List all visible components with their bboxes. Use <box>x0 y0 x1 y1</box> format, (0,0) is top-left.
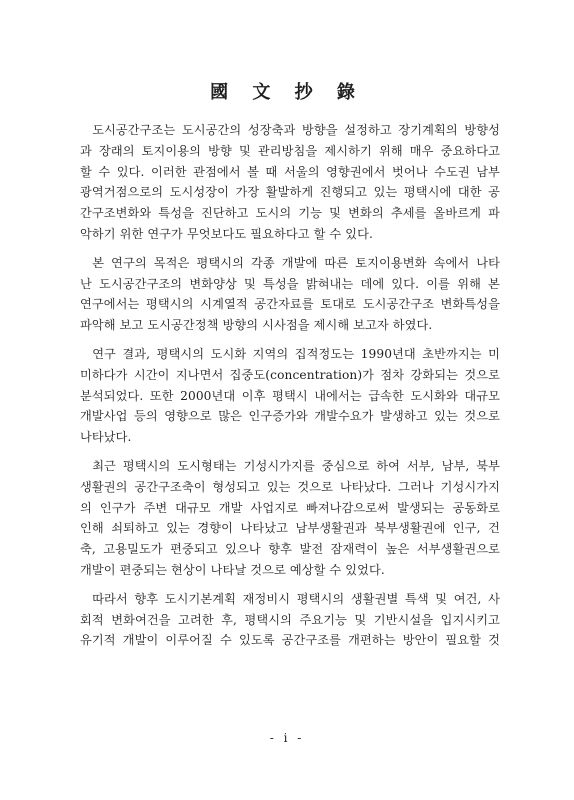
page-title: 國 文 抄 錄 <box>210 82 364 103</box>
abstract-body <box>80 120 500 651</box>
text-line: 악하기 위한 연구가 무엇보다도 필요하다고 할 수 있다. <box>80 226 374 241</box>
text-line: 난 도시공간구조의 변화양상 및 특성을 밝혀내는 데에 있다. 이를 위해 본 <box>80 276 500 291</box>
text-line: 축, 고용밀도가 편중되고 있으나 향후 발전 잠재력이 높은 서부생활권으로 <box>80 542 500 557</box>
text-line: 따라서 향후 도시기본계획 재정비시 평택시의 생활권별 특색 및 여건, 사 <box>92 591 500 606</box>
text-line: 인해 쇠퇴하고 있는 경향이 나타났고 남부생활권과 북부생활권에 인구, 건 <box>80 521 500 536</box>
paragraph-3 <box>80 344 500 448</box>
text-line: 개발사업 등의 영향으로 많은 인구증가와 개발수요가 발생하고 있는 것으로 <box>80 409 500 424</box>
text-line: 할 수 있다. 이러한 관점에서 볼 때 서울의 영향권에서 벗어나 수도권 남부 <box>80 164 500 179</box>
paragraph-5 <box>80 589 500 651</box>
text-line: 연구 결과, 평택시의 도시화 지역의 집적정도는 1990년대 초반까지는 미 <box>92 346 500 361</box>
text-line: 미하다가 시간이 지나면서 집중도(concentration)가 점차 강화되는 것으로 <box>80 367 500 382</box>
text-line: 파악해 보고 도시공간정책 방향의 시사점을 제시해 보고자 하였다. <box>80 318 433 333</box>
paragraph-gap <box>80 336 500 344</box>
text-line: 도시공간구조는 도시공간의 성장축과 방향을 설정하고 장기계획의 방향성 <box>92 123 500 137</box>
text-line: 분석되었다. 또한 2000년대 이후 평택시 내에서는 급속한 도시화와 대규모 <box>80 388 500 403</box>
paragraph-1 <box>80 120 500 245</box>
page-number: - i - <box>269 731 305 745</box>
paragraph-gap <box>80 245 500 253</box>
text-line: 연구에서는 평택시의 시계열적 공간자료를 토대로 도시공간구조 변화특성을 <box>80 297 500 312</box>
paragraph-gap <box>80 448 500 456</box>
text-line: 광역거점으로의 도시성장이 가장 활발하게 진행되고 있는 평택시에 대한 공 <box>80 185 500 200</box>
paragraph-2 <box>80 253 500 336</box>
text-line: 의 인구가 주변 대규모 개발 사업지로 빠져나감으로써 발생되는 공동화로 <box>80 500 500 515</box>
text-line: 간구조변화와 특성을 진단하고 도시의 기능 및 변화의 추세를 올바르게 파 <box>80 206 500 221</box>
text-line: 회적 변화여건을 고려한 후, 평택시의 주요기능 및 기반시설을 입지시키고 <box>80 612 500 627</box>
paragraph-4 <box>80 456 500 581</box>
text-line: 나타났다. <box>80 430 132 445</box>
paragraph-gap <box>80 581 500 589</box>
text-line: 개발이 편중되는 현상이 나타날 것으로 예상할 수 있었다. <box>80 562 385 577</box>
text-line: 본 연구의 목적은 평택시의 각종 개발에 따른 토지이용변화 속에서 나타 <box>92 255 500 270</box>
text-line: 유기적 개발이 이루어질 수 있도록 공간구조를 개편하는 방안이 필요할 것 <box>80 633 500 648</box>
text-line: 과 장래의 토지이용의 방향 및 관리방침을 제시하기 위해 매우 중요하다고 <box>80 143 500 158</box>
text-line: 생활권의 공간구조축이 형성되고 있는 것으로 나타났다. 그러나 기성시가지 <box>80 479 500 494</box>
text-line: 최근 평택시의 도시형태는 기성시가지를 중심으로 하여 서부, 남부, 북부 <box>92 458 500 473</box>
